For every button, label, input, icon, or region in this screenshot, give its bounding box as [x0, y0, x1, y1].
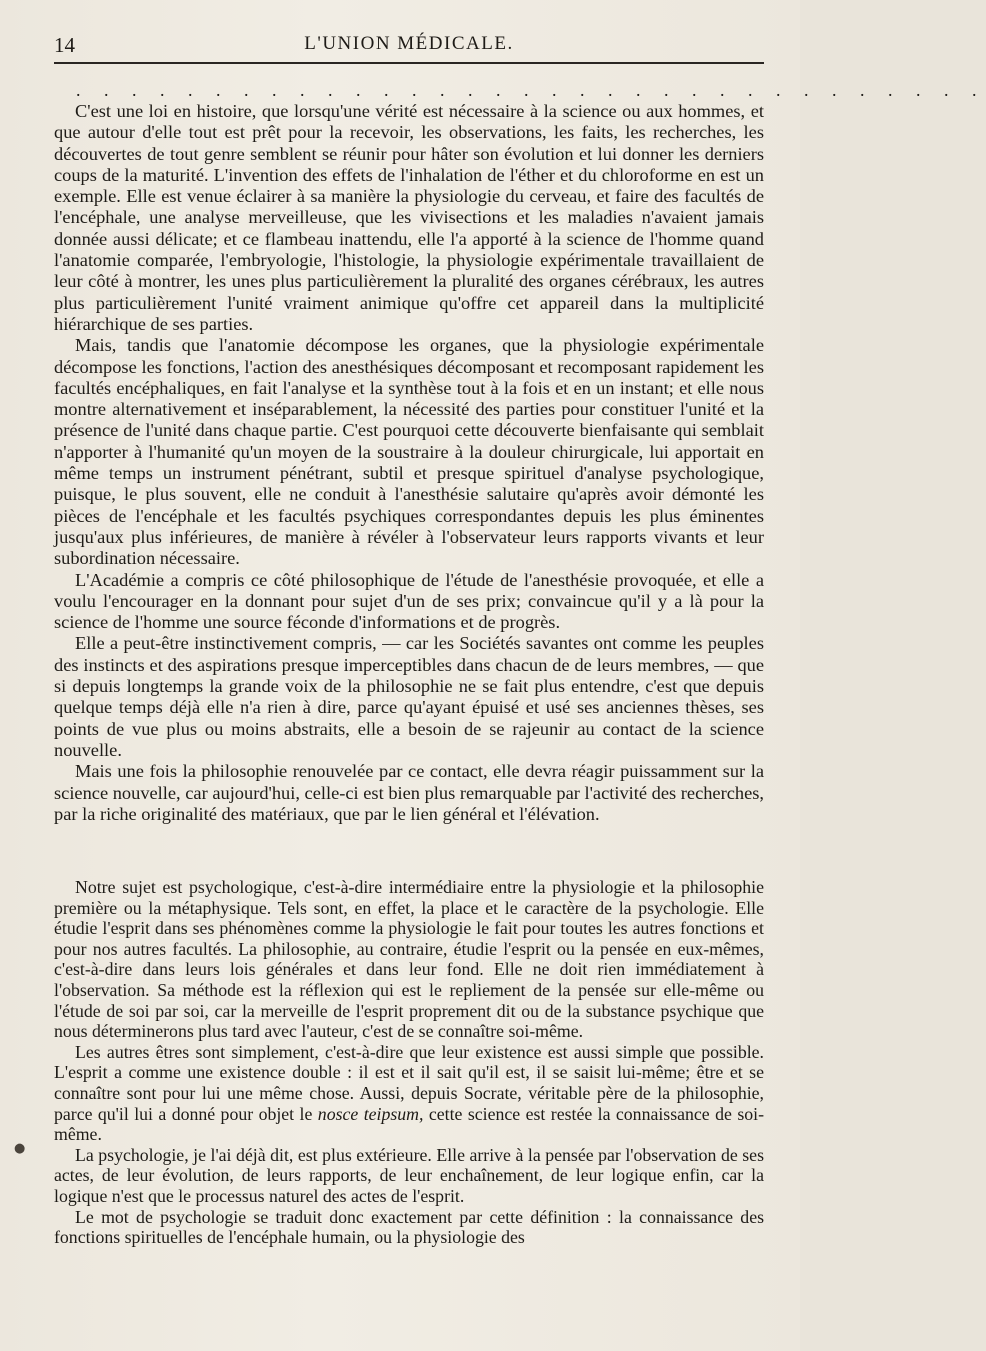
paragraph [54, 1042, 764, 1145]
paragraph: La psychologie, je l'ai déjà dit, est plus extérieure. Elle arrive à la pensée par l'observation de ses actes, de leur évolution, de leurs rapports, de leur enchaînement, de leur logique enfin, car la logique n'est que le processus naturel des actes de l'esprit. [54, 1144, 764, 1206]
paragraph: Mais une fois la philosophie renouvelée par ce contact, elle devra réagir puissamment sur la science nouvelle, car aujourd'hui, celle-ci est bien plus remarquable par l'activité des recherches, par la riche originalité des matériaux, que par le lien général et l'élévation. [54, 761, 764, 824]
margin-bullet-mark: ● [14, 1141, 26, 1156]
page-header [54, 33, 764, 61]
page-number: 14 [54, 33, 75, 57]
paragraph: Le mot de psychologie se traduit donc exactement par cette définition : la connaissance des fonctions spirituelles de l'encéphale humain, ou la physiologie des [54, 1206, 764, 1248]
article-block-1 [54, 101, 764, 825]
paragraph-text: cette science est restée la connaissance de soi-même. [54, 1103, 764, 1145]
dotted-separator: . . . . . . . . . . . . . . . . . . . . . . . . . . . . . . . . . [76, 80, 986, 100]
paragraph: Notre sujet est psychologique, c'est-à-dire intermédiaire entre la physiologie et la philosophie première ou la métaphysique. Tels sont, en effet, la place et le caractère de la psychologie. Elle étudie l'esprit dans ses phénomènes comme la physiologie le fait pour toutes les autres fonctions et pour nos autres facultés. La philosophie, au contraire, étudie l'esprit ou la pensée en eux-mêmes, c'est-à-dire dans leurs lois générales et dans leur fond. Elle ne doit rien immédiatement à l'observation. Sa méthode est la réflexion qui est le repliement de la pensée sur elle-même ou l'étude de soi par soi, car la merveille de l'esprit proprement dit ou de la substance psychique que nous déterminerons plus tard avec l'auteur, c'est de se connaître soi-même. [54, 877, 764, 1042]
paragraph-text: Les autres êtres sont simplement, c'est-à-dire que leur existence est aussi simple que possible. L'esprit a comme une existence double : il est et il sait qu'il est, il se saisit lui-même; être et se connaître sont pour lui une même chose. Aussi, depuis Socrate, véritable père de la philosophie, parce qu'il lui a donné pour objet le [54, 1041, 764, 1124]
running-title: L'UNION MÉDICALE. [304, 33, 514, 54]
latin-phrase: nosce teipsum, [317, 1103, 424, 1124]
article-block-2 [54, 877, 764, 1248]
header-rule [54, 62, 764, 64]
paragraph: L'Académie a compris ce côté philosophique de l'étude de l'anesthésie provoquée, et elle a voulu l'encourager en la donnant pour sujet d'un de ses prix; convaincue qu'il y a là pour la science de l'homme une source féconde d'informations et de progrès. [54, 569, 764, 633]
paragraph: C'est une loi en histoire, que lorsqu'une vérité est nécessaire à la science ou aux hommes, et que autour d'elle tout est prêt pour la recevoir, les observations, les faits, les recherches, les découvertes de tout genre semblent se réunir pour hâter son évolution et lui donner les derniers coups de la maturité. L'invention des effets de l'inhalation de l'éther et du chloroforme en est un exemple. Elle est venue éclairer à sa manière la physiologie du cerveau, et faire des facultés de l'encéphale, une analyse merveilleuse, que les vivisections et les maladies n'avaient jamais donnée aussi délicate; et ce flambeau inattendu, elle l'a apporté à la science de l'homme quand l'anatomie comparée, l'embryologie, l'histologie, la physiologie expérimentale travaillaient de leur côté à montrer, les unes plus particulièrement la pluralité des organes cérébraux, les autres plus particulièrement l'unité vraiment animique qu'offre cet appareil dans la multiplicité hiérarchique de ses parties. [54, 101, 764, 334]
paragraph: Mais, tandis que l'anatomie décompose les organes, que la physiologie expérimentale décompose les fonctions, l'action des anesthésiques décomposant et recomposant rapidement les facultés encéphaliques, en fait l'analyse et la synthèse tout à la fois et en un instant; et elle nous montre alternativement et inséparablement, la nécessité des parties pour constituer l'unité et la présence de l'unité dans chaque partie. C'est pourquoi cette découverte bienfaisante qui semblait n'apporter à l'humanité qu'un moyen de la soustraire à la douleur chirurgicale, lui apportait en même temps un instrument pénétrant, subtil et presque spirituel d'analyse psychologique, puisque, le plus souvent, elle ne conduit à l'anesthésie salutaire qu'après avoir démonté les pièces de l'encéphale et les facultés psychiques correspondantes depuis les plus éminentes jusqu'aux plus inférieures, de manière à révéler à l'observateur leurs rapports vivants et leur subordination nécessaire. [54, 335, 764, 569]
paragraph: Elle a peut-être instinctivement compris, — car les Sociétés savantes ont comme les peuples des instincts et des aspirations presque imperceptibles dans chacun de de leurs membres, — que si depuis longtemps la grande voix de la philosophie ne se fait plus entendre, c'est que depuis quelque temps déjà elle n'a rien à dire, parce qu'ayant épuisé et usé ses anciennes thèses, ses points de vue plus ou moins abstraits, elle a besoin de se rajeunir au contact de la science nouvelle. [54, 633, 764, 760]
